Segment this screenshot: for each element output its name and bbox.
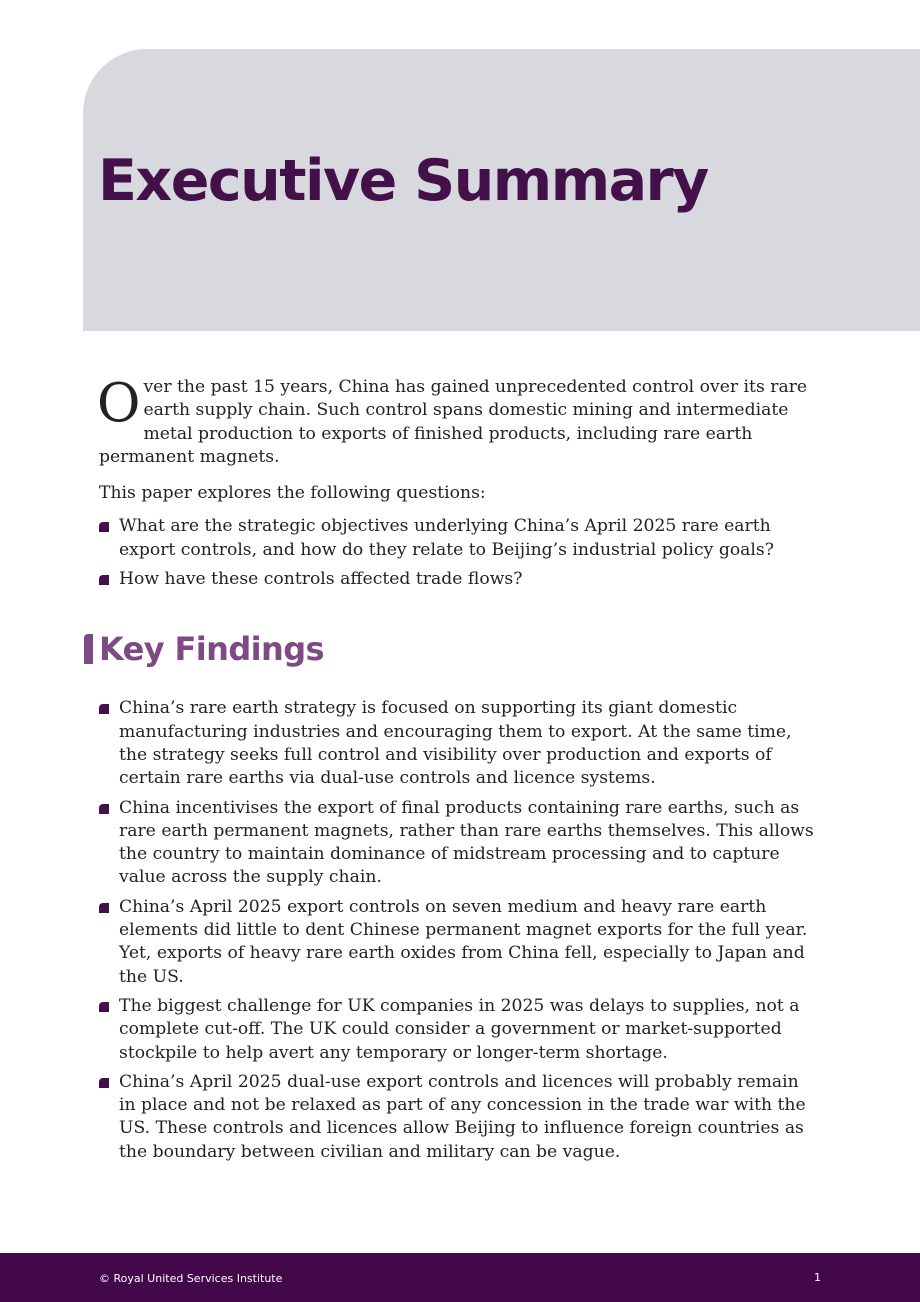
list-item [99,515,819,562]
bullet-icon [99,704,109,714]
bullet-icon [99,1002,109,1012]
intro-paragraph [97,373,819,469]
page-number: 1 [814,1271,821,1284]
list-item-text: What are the strategic objectives underlying China’s April 2025 rare earth export controls, and how do they relate to Beijing’s industrial policy goals? [119,516,774,560]
list-item-text: China’s rare earth strategy is focused on supporting its giant domestic manufacturing industries and encouraging them to export. At the same time, the strategy seeks full control and visibility over production and exports of certain rare earths via dual-use controls and licence systems. [119,698,792,789]
list-item [99,697,819,790]
list-item [99,568,819,591]
list-item [99,995,819,1065]
footer-copyright: © Royal United Services Institute [99,1272,283,1285]
questions-lead: This paper explores the following questions: [99,483,486,504]
intro-text: ver the past 15 years, China has gained unprecedented control over its rare earth supply chain. Such control spans domestic mining and intermediate metal production to exports of finished products, including rare earth permanent magnets. [99,377,808,467]
list-item [99,797,819,890]
list-item-text: China’s April 2025 export controls on seven medium and heavy rare earth elements did little to dent Chinese permanent magnet exports for the full year. Yet, exports of heavy rare earth oxides from China fell, especially to Japan and the US. [119,896,808,987]
bullet-icon [99,903,109,913]
bullet-icon [99,522,109,532]
list-item-text: China’s April 2025 dual-use export controls and licences will probably remain in place and not be relaxed as part of any concession in the trade war with the US. These controls and licences allow Beijing to influence foreign countries as the boundary between civilian and military can be vague. [119,1071,806,1162]
drop-cap: O [97,373,141,434]
list-item-text: China incentivises the export of final products containing rare earths, such as rare earth permanent magnets, rather than rare earths themselves. This allows the country to maintain dominance of midstream processing and to capture value across the supply chain. [119,797,814,888]
page-title: Executive Summary [98,148,708,214]
section-heading-text: Key Findings [99,630,324,669]
key-findings-list [99,697,819,1164]
section-heading-key-findings [84,629,819,669]
bullet-icon [99,1078,109,1088]
questions-list [99,515,819,591]
list-item-text: The biggest challenge for UK companies in 2025 was delays to supplies, not a complete cut-off. The UK could consider a government or market-supported stockpile to help avert any temporary or longer-term shortage. [119,995,800,1063]
heading-bar-icon [84,634,93,664]
list-item-text: How have these controls affected trade flows? [119,569,523,590]
bullet-icon [99,575,109,585]
page-footer [0,1253,920,1302]
main-content [97,373,819,1170]
list-item [99,896,819,989]
bullet-icon [99,804,109,814]
list-item [99,1071,819,1164]
